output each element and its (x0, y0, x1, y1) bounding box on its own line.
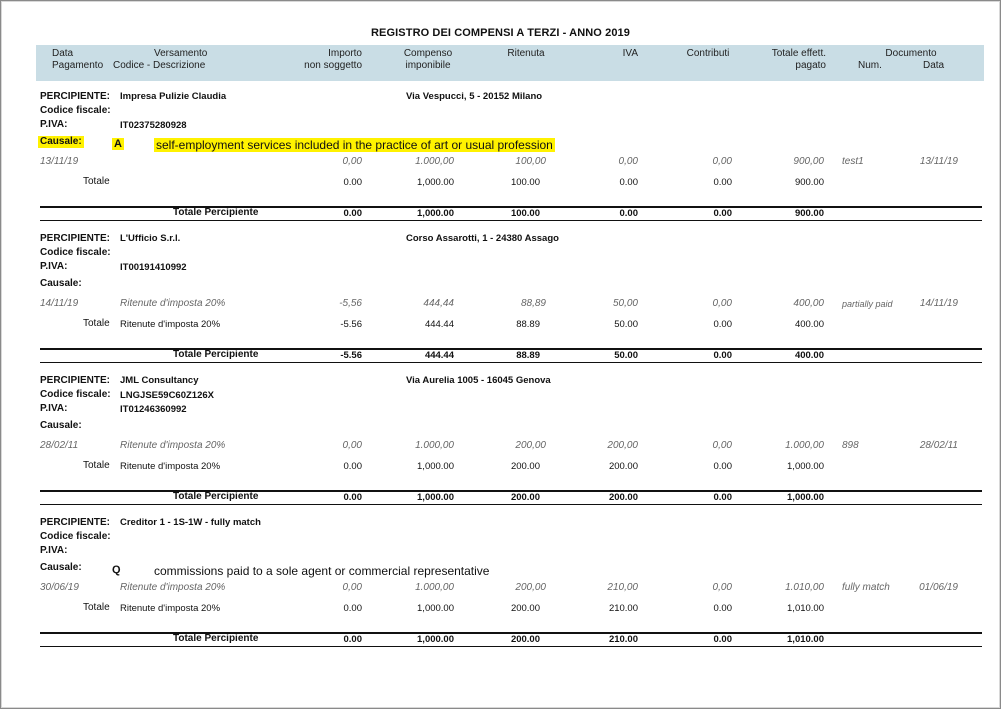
header-iva: IVA (622, 48, 638, 59)
subtotal-label: Totale (83, 176, 110, 187)
header-pagato: pagato (795, 60, 826, 71)
header-num: Num. (858, 60, 882, 71)
subtotal-versamento: Ritenute d'imposta 20% (120, 603, 221, 614)
detail-doc-date: 01/06/19 (919, 582, 958, 593)
total-underline (40, 362, 982, 363)
header-non-soggetto: non soggetto (304, 60, 362, 71)
subtotal-importo: 0.00 (343, 603, 362, 614)
detail-date: 30/06/19 (40, 582, 79, 593)
header-contributi: Contributi (686, 48, 730, 59)
piva-label: P.IVA: (40, 119, 68, 130)
detail-totale: 400,00 (793, 298, 824, 309)
detail-contributi: 0,00 (712, 298, 732, 309)
total-totale: 400.00 (794, 350, 824, 361)
total-underline (40, 504, 982, 505)
total-iva: 50.00 (614, 350, 638, 361)
detail-importo: 0,00 (342, 440, 362, 451)
column-header (36, 45, 984, 81)
total-iva: 0.00 (619, 208, 638, 219)
causale-description: self-employment services included in the practice of art or usual profession (156, 138, 553, 152)
subtotal-iva: 50.00 (614, 319, 638, 330)
detail-compenso: 1.000,00 (415, 156, 454, 167)
total-importo: 0.00 (343, 492, 362, 503)
causale-code: Q (112, 564, 121, 576)
detail-importo: 0,00 (342, 156, 362, 167)
detail-versamento: Ritenute d'imposta 20% (120, 298, 226, 309)
piva-value: IT01246360992 (120, 404, 187, 415)
codice-fiscale-label: Codice fiscale: (40, 105, 111, 116)
header-versamento: Versamento (154, 48, 208, 59)
total-contributi: 0.00 (713, 208, 732, 219)
total-compenso: 1,000.00 (417, 634, 454, 645)
total-iva: 210.00 (608, 634, 638, 645)
total-iva: 200.00 (608, 492, 638, 503)
causale-label: Causale: (40, 562, 82, 573)
subtotal-compenso: 1,000.00 (417, 461, 454, 472)
detail-date: 28/02/11 (40, 440, 79, 451)
percipiente-address: Corso Assarotti, 1 - 24380 Assago (406, 233, 559, 244)
causale-description: commissions paid to a sole agent or commercial representative (154, 564, 490, 578)
piva-value: IT02375280928 (120, 120, 187, 131)
total-contributi: 0.00 (713, 492, 732, 503)
subtotal-compenso: 444.44 (424, 319, 454, 330)
total-contributi: 0.00 (713, 634, 732, 645)
detail-versamento: Ritenute d'imposta 20% (120, 582, 226, 593)
total-contributi: 0.00 (713, 350, 732, 361)
detail-doc-num: test1 (842, 156, 864, 167)
header-doc-data: Data (923, 60, 945, 71)
subtotal-versamento: Ritenute d'imposta 20% (120, 461, 221, 472)
total-totale: 900.00 (794, 208, 824, 219)
detail-date: 13/11/19 (40, 156, 79, 167)
subtotal-compenso: 1,000.00 (417, 603, 454, 614)
subtotal-contributi: 0.00 (713, 603, 732, 614)
detail-iva: 0,00 (618, 156, 638, 167)
total-underline (40, 646, 982, 647)
piva-value: IT00191410992 (120, 262, 187, 273)
detail-ritenuta: 100,00 (515, 156, 546, 167)
total-ritenuta: 200.00 (510, 492, 540, 503)
subtotal-totale: 900.00 (794, 177, 824, 188)
subtotal-totale: 1,010.00 (787, 603, 824, 614)
total-compenso: 444.44 (424, 350, 454, 361)
header-totale-effett: Totale effett. (771, 48, 826, 59)
subtotal-iva: 210.00 (608, 603, 638, 614)
subtotal-versamento: Ritenute d'imposta 20% (120, 319, 221, 330)
total-percipiente-label: Totale Percipiente (173, 349, 259, 360)
percipiente-label: PERCIPIENTE: (40, 91, 111, 102)
subtotal-importo: 0.00 (343, 461, 362, 472)
subtotal-contributi: 0.00 (713, 461, 732, 472)
detail-doc-date: 28/02/11 (919, 440, 958, 451)
causale-label: Causale: (40, 136, 82, 147)
subtotal-label: Totale (83, 318, 110, 329)
subtotal-ritenuta: 200.00 (510, 461, 540, 472)
report-title: REGISTRO DEI COMPENSI A TERZI - ANNO 2019 (371, 27, 630, 39)
detail-compenso: 444,44 (423, 298, 454, 309)
header-data: Data (52, 48, 74, 59)
percipiente-address: Via Aurelia 1005 - 16045 Genova (406, 375, 551, 386)
total-totale: 1,000.00 (787, 492, 824, 503)
detail-iva: 210,00 (607, 582, 638, 593)
total-compenso: 1,000.00 (417, 208, 454, 219)
header-pagamento: Pagamento (52, 60, 104, 71)
header-compenso: Compenso (403, 48, 453, 59)
subtotal-ritenuta: 100.00 (510, 177, 540, 188)
detail-iva: 200,00 (607, 440, 638, 451)
piva-label: P.IVA: (40, 545, 68, 556)
total-importo: 0.00 (343, 634, 362, 645)
total-percipiente-label: Totale Percipiente (173, 207, 259, 218)
header-ritenuta: Ritenuta (507, 48, 545, 59)
detail-doc-date: 13/11/19 (919, 156, 958, 167)
percipiente-label: PERCIPIENTE: (40, 375, 111, 386)
percipiente-label: PERCIPIENTE: (40, 517, 111, 528)
detail-contributi: 0,00 (712, 582, 732, 593)
subtotal-ritenuta: 88.89 (516, 319, 540, 330)
percipiente-name: Impresa Pulizie Claudia (120, 91, 227, 102)
total-importo: -5.56 (340, 350, 362, 361)
causale-label: Causale: (40, 420, 82, 431)
total-percipiente-label: Totale Percipiente (173, 633, 259, 644)
codice-fiscale-label: Codice fiscale: (40, 247, 111, 258)
subtotal-totale: 1,000.00 (787, 461, 824, 472)
detail-totale: 1.000,00 (785, 440, 824, 451)
detail-contributi: 0,00 (712, 440, 732, 451)
header-importo: Importo (328, 48, 362, 59)
detail-compenso: 1.000,00 (415, 440, 454, 451)
total-totale: 1,010.00 (787, 634, 824, 645)
detail-importo: 0,00 (342, 582, 362, 593)
subtotal-totale: 400.00 (794, 319, 824, 330)
total-underline (40, 220, 982, 221)
subtotal-compenso: 1,000.00 (417, 177, 454, 188)
percipiente-name: Creditor 1 - 1S-1W - fully match (120, 517, 261, 528)
subtotal-iva: 0.00 (619, 177, 638, 188)
subtotal-label: Totale (83, 460, 110, 471)
subtotal-label: Totale (83, 602, 110, 613)
detail-totale: 1.010,00 (785, 582, 824, 593)
percipiente-name: L'Ufficio S.r.l. (120, 233, 181, 244)
percipiente-name: JML Consultancy (120, 375, 199, 386)
detail-compenso: 1.000,00 (415, 582, 454, 593)
codice-fiscale-label: Codice fiscale: (40, 389, 111, 400)
percipiente-address: Via Vespucci, 5 - 20152 Milano (406, 91, 543, 102)
subtotal-contributi: 0.00 (713, 319, 732, 330)
subtotal-importo: -5.56 (340, 319, 362, 330)
total-percipiente-label: Totale Percipiente (173, 491, 259, 502)
percipiente-label: PERCIPIENTE: (40, 233, 111, 244)
detail-doc-num: 898 (842, 440, 859, 451)
detail-date: 14/11/19 (40, 298, 79, 309)
header-documento: Documento (885, 48, 937, 59)
detail-doc-date: 14/11/19 (919, 298, 958, 309)
total-ritenuta: 88.89 (516, 350, 540, 361)
subtotal-iva: 200.00 (608, 461, 638, 472)
detail-versamento: Ritenute d'imposta 20% (120, 440, 226, 451)
piva-label: P.IVA: (40, 261, 68, 272)
total-ritenuta: 200.00 (510, 634, 540, 645)
codice-fiscale-label: Codice fiscale: (40, 531, 111, 542)
header-imponibile: imponibile (405, 60, 451, 71)
piva-label: P.IVA: (40, 403, 68, 414)
total-importo: 0.00 (343, 208, 362, 219)
subtotal-contributi: 0.00 (713, 177, 732, 188)
subtotal-importo: 0.00 (343, 177, 362, 188)
detail-ritenuta: 88,89 (520, 298, 546, 309)
detail-doc-num: partially paid (842, 299, 893, 309)
total-compenso: 1,000.00 (417, 492, 454, 503)
detail-importo: -5,56 (339, 298, 362, 309)
header-codice-descrizione: Codice - Descrizione (113, 60, 206, 71)
causale-code: A (114, 138, 122, 150)
detail-ritenuta: 200,00 (515, 582, 546, 593)
subtotal-ritenuta: 200.00 (510, 603, 540, 614)
total-ritenuta: 100.00 (510, 208, 540, 219)
detail-contributi: 0,00 (712, 156, 732, 167)
detail-iva: 50,00 (612, 298, 638, 309)
detail-doc-num: fully match (842, 582, 890, 593)
causale-label: Causale: (40, 278, 82, 289)
codice-fiscale-value: LNGJSE59C60Z126X (120, 390, 214, 401)
detail-ritenuta: 200,00 (515, 440, 546, 451)
detail-totale: 900,00 (793, 156, 824, 167)
